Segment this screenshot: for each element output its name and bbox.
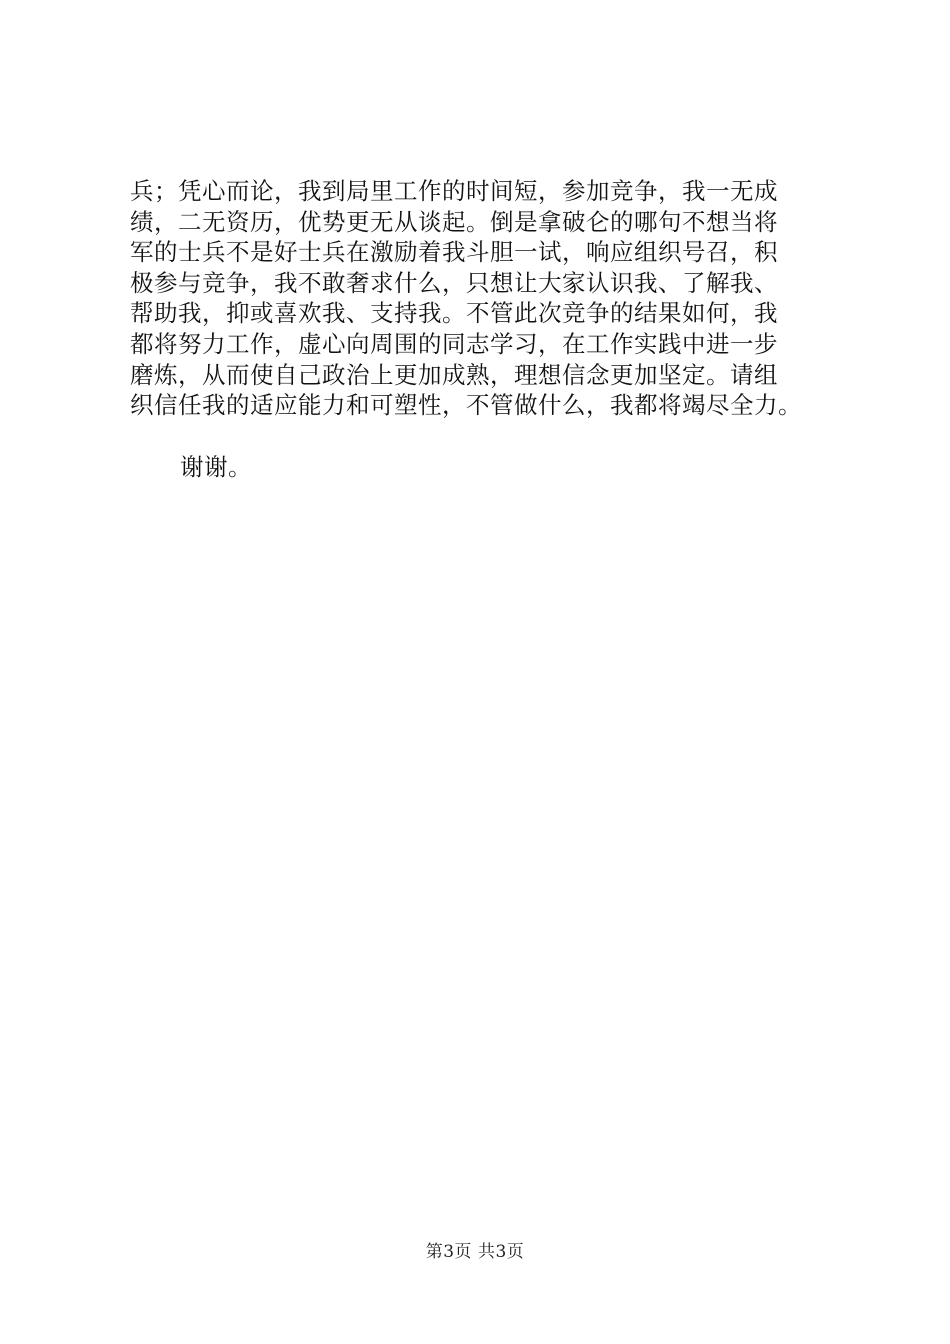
page-number-footer: 第3页 共3页 (425, 1242, 525, 1262)
body-paragraph: 兵；凭心而论，我到局里工作的时间短，参加竞争，我一无成 绩，二无资历，优势更无从谈起。倒是拿破仑的哪句不想当将 军的士兵不是好士兵在激励着我斗胆一试，响应组织号召，积 极参与竞争，我不敢奢求什么，只想让大家认识我、了解我、 帮助我，抑或喜欢我、支持我。不管此次竞争的结果如何，我 都将努力工作，虚心向周围的同志学习，在工作实践中进一步 磨炼，从而使自己政治上更加成熟，理想信念更加坚定。请组 织信任我的适应能力和可塑性，不管做什么，我都将竭尽全力。 (130, 177, 802, 420)
closing-paragraph: 谢谢。 (180, 453, 252, 481)
